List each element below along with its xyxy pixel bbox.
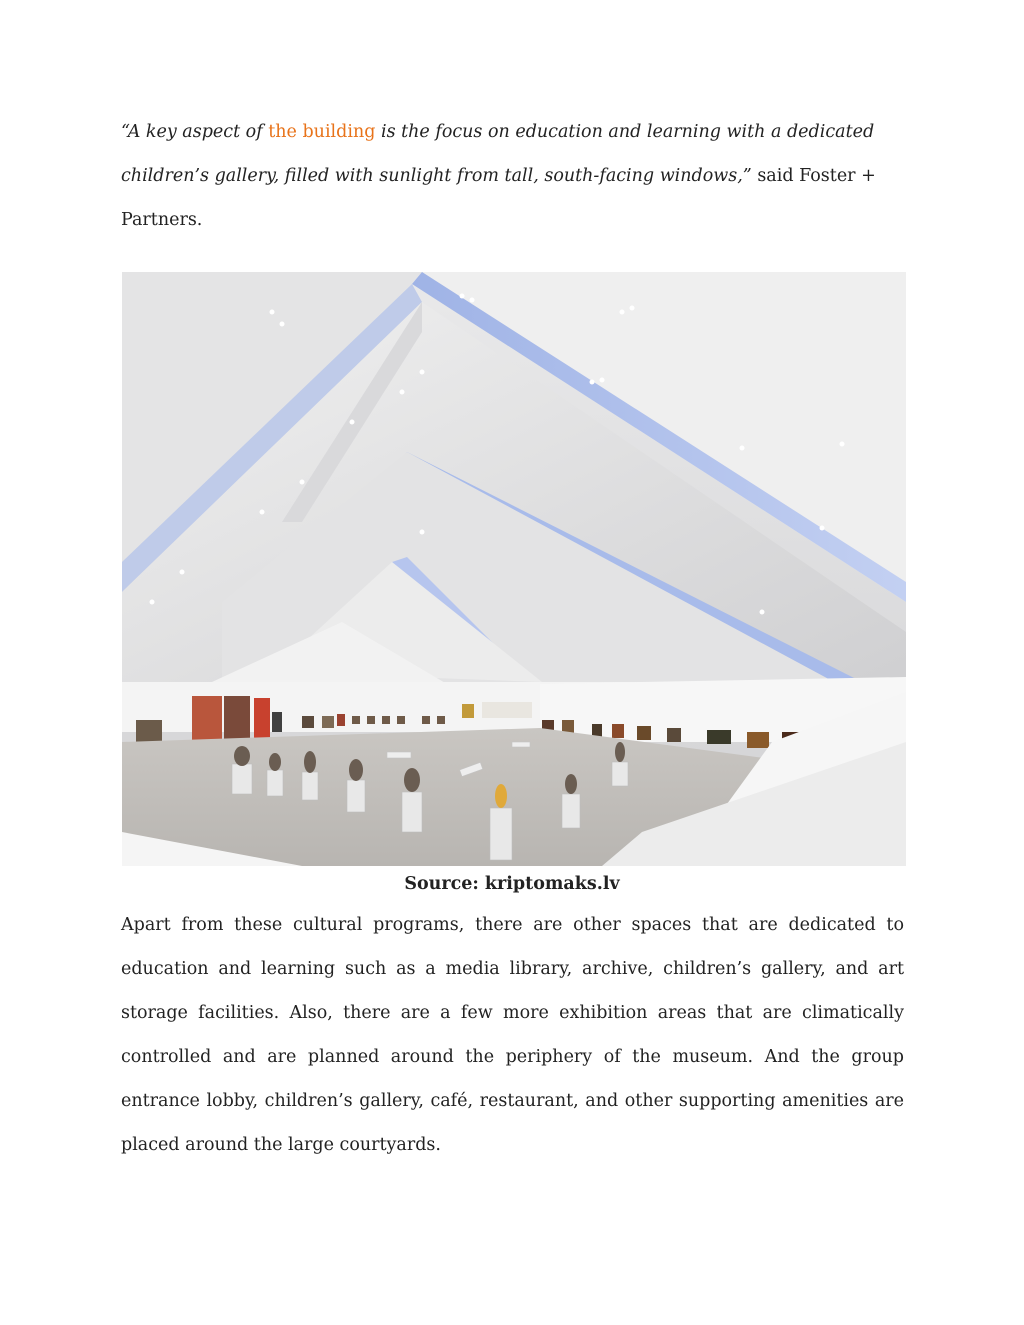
museum-interior-photo: [122, 272, 906, 866]
quote-paragraph: [121, 110, 904, 242]
body-paragraph: Apart from these cultural programs, there are other spaces that are dedicated to education and learning such as a media library, archive, children’s gallery, and art storage facilities. Also, there are a few more exhibition areas that are climatically controlled and are planned around the periphery of the museum. And the group entrance lobby, children’s gallery, café, restaurant, and other supporting amenities are placed around the large courtyards.: [121, 915, 904, 1155]
figure-caption: Source: kriptomaks.lv: [404, 874, 620, 894]
quote-attribution: said Foster + Partners.: [121, 166, 876, 230]
quote-text-start: “A key aspect of: [121, 122, 269, 142]
building-link[interactable]: the building: [268, 122, 376, 142]
quote-text-end: is the focus on education and learning with a dedicated children’s gallery, filled with sunlight from tall, south-facing windows,”: [121, 122, 875, 186]
